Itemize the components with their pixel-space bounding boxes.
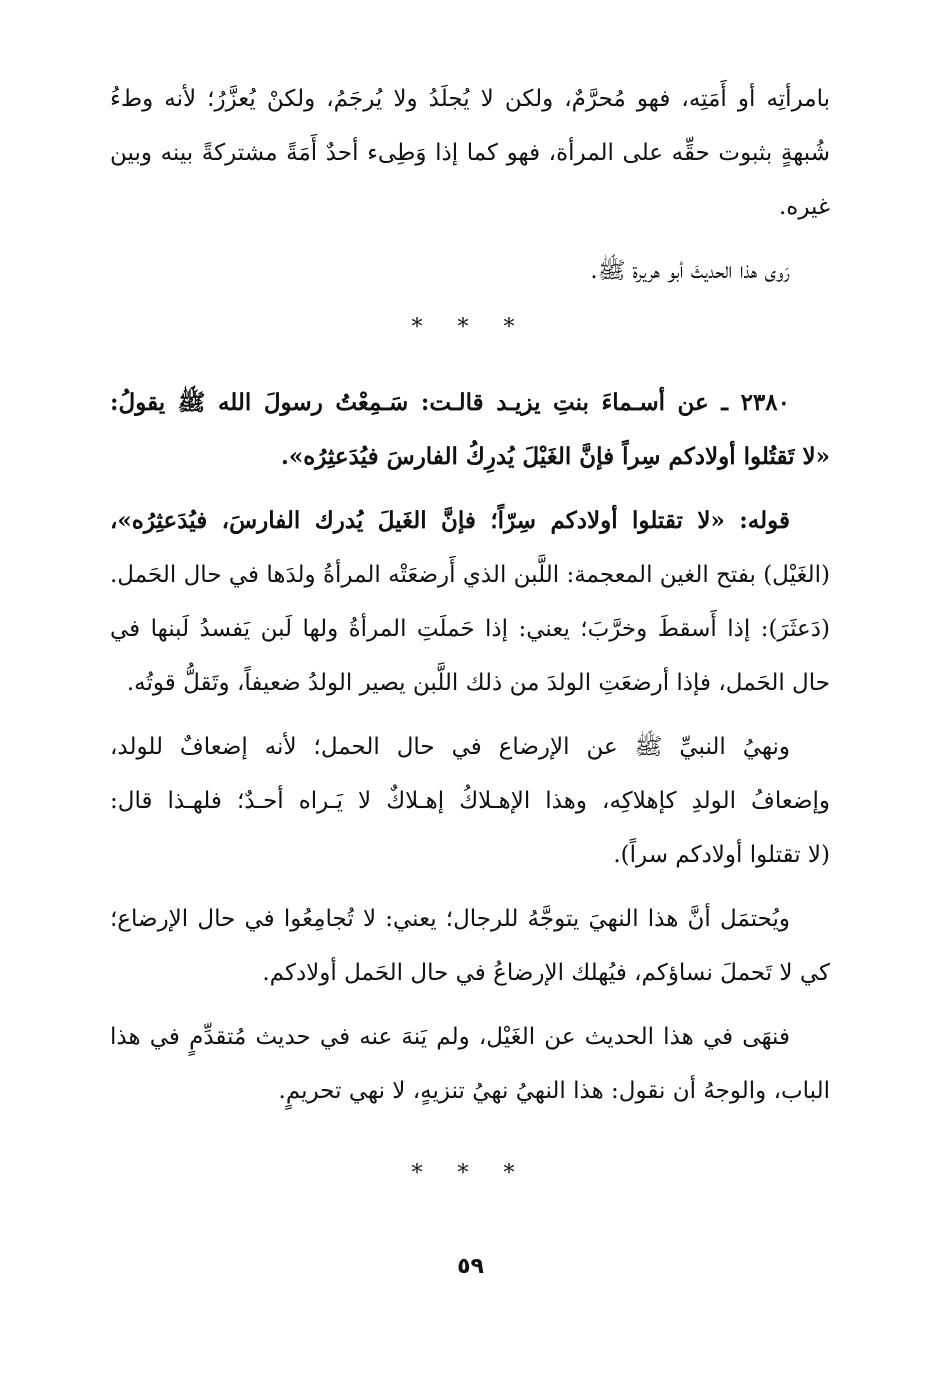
commentary-paragraph: [110, 1010, 830, 1118]
text-line: حال الحَمل، فإذا أرضعَتِ الولدَ من ذلك اللَّبن يصير الولدُ ضعيفاً، وتَقلُّ قوتُه.: [126, 670, 830, 696]
section-separator: * * *: [411, 315, 529, 340]
text-line: ويُحتمَل أنَّ هذا النهيَ يتوجَّهُ للرجال؛ يعني: لا تُجامِعُوا في حال الإرضاع؛: [110, 906, 791, 932]
page-number: ٥٩: [457, 1254, 484, 1279]
hadith-paragraph: [110, 376, 830, 484]
text-line: غيره.: [778, 194, 830, 220]
commentary-paragraph: [110, 892, 830, 1000]
text-line: الباب، والوجهُ أن نقول: هذا النهيُ نهيُ تنزيهٍ، لا نهي تحريمٍ.: [278, 1078, 830, 1104]
commentary-paragraph: [110, 494, 830, 710]
commentary-paragraph: [110, 720, 830, 882]
text-line: فنهَى في هذا الحديث عن الغَيْل، ولم يَنهَ عنه في حديث مُتقدِّمٍ في هذا: [110, 1024, 790, 1050]
text-line: (لا تقتلوا أولادكم سراً).: [613, 842, 830, 868]
section-separator: * * *: [411, 1161, 529, 1186]
text-line: وإضعافُ الولدِ كإهلاكِه، وهذا الإهـلاكُ إهـلاكٌ لا يَـراه أحـدٌ؛ فلهـذا قال:: [110, 788, 830, 814]
hadith-line: «لا تَقتُلوا أولادكم سِراً فإنَّ الغَيْلَ يُدرِكُ الفارسَ فيُدَعثِرُه».: [280, 443, 830, 470]
text-line: شُبهةٍ بثبوت حقِّه على المرأة، فهو كما إذا وَطِىء أحدٌ أَمَةً مشتركةً بينه وبين: [110, 140, 830, 166]
hadith-line: ٢٣٨٠ ـ عن أسـماءَ بنتِ يزيـد قالـت: سَـمِعْتُ رسولَ الله ﷺ يقولُ:: [110, 389, 790, 416]
text-line: ونهيُ النبيِّ ﷺ عن الإرضاع في حال الحمل؛ لأنه إضعافٌ للولد،: [110, 734, 790, 760]
text-line: رَوى هذا الحديثَ أبو هريرة ﷺ.: [590, 258, 790, 284]
text-line: (دَعثَرَ): إذا أَسقطَ وخرَّبَ؛ يعني: إذا حَملَتِ المرأةُ ولها لَبن يَفسدُ لَبنها في: [110, 616, 830, 642]
paragraph-narrator: [110, 244, 830, 298]
text-line: بامرأتِه أو أَمَتِه، فهو مُحرَّمٌ، ولكن لا يُجلَدُ ولا يُرجَمُ، ولكنْ يُعزَّرُ؛ لأنه وطءُ: [110, 86, 830, 112]
text-line: (الغَيْل) بفتح الغين المعجمة: اللَّبن الذي أَرضعَتْه المرأةُ ولدَها في حال الحَمل.: [110, 562, 830, 588]
text-line: كي لا تَحملَ نساؤكم، فيُهلك الإرضاعُ في حال الحَمل أولادكم.: [262, 960, 830, 986]
text-line: قوله: «لا تقتلوا أولادكم سِرّاً؛ فإنَّ الغَيلَ يُدرك الفارسَ، فيُدَعثِرُه»،: [110, 507, 790, 534]
paragraph-continuation: [110, 72, 830, 234]
page-body: [110, 72, 830, 1194]
